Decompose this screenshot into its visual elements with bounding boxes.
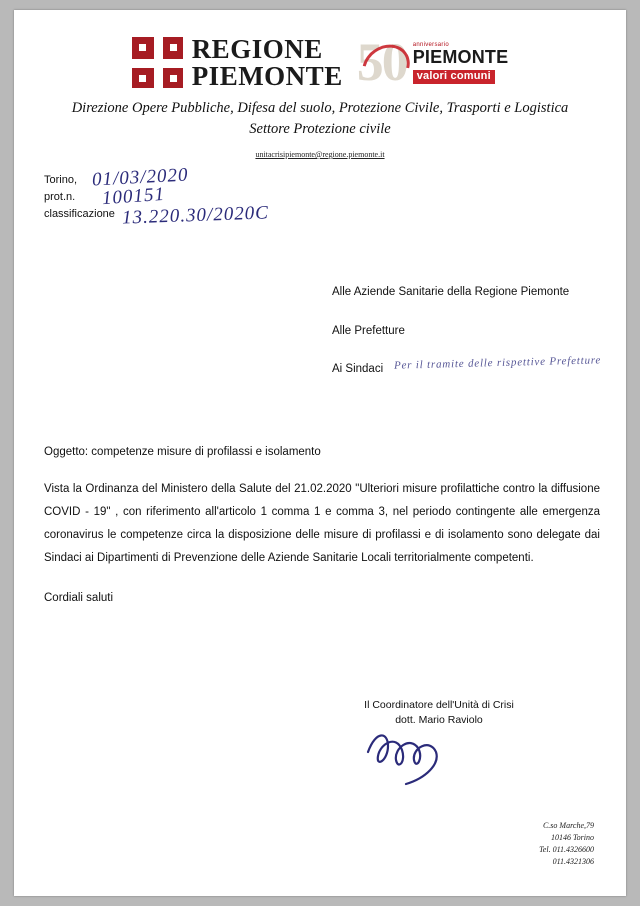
anniversary-big-label: PIEMONTE: [412, 47, 509, 68]
recipient-item: Alle Prefetture: [332, 324, 405, 337]
letterhead-logos: [14, 32, 626, 94]
protocol-number-row: [44, 183, 166, 210]
anniversary-logo: [356, 32, 509, 93]
recipient-label: Ai Sindaci: [332, 363, 384, 376]
contact-email: unitacrisipiemonte@regione.piemonte.it: [255, 150, 385, 159]
body-text: Vista la Ordinanza del Ministero della Salute del 21.02.2020 "Ulteriori misure profilattiche contro la diffusione COVID - 19" , con riferimento all'articolo 1 comma 1 e comma 3, nel periodo contingente alle emergenza coronavirus le competenze circa la disposizione delle misure di profilassi e di isolamento sono delegate dai Sindaci ai Dipartimenti di Prevenzione delle Aziende Sanitarie Locali territorialmente competenti.: [44, 483, 600, 564]
logo-line-1: REGIONE: [191, 34, 323, 64]
protocol-number-handwritten: 100151: [101, 183, 166, 210]
recipients-block: [332, 284, 602, 378]
logo-line-2: PIEMONTE: [191, 61, 343, 91]
department-line-2: Settore Protezione civile: [249, 121, 391, 138]
signature-name: dott. Mario Raviolo: [395, 713, 483, 726]
footer-line: C.so Marche,79: [542, 821, 594, 830]
regione-wordmark: [192, 36, 343, 90]
protocol-classification-handwritten: 13.220.30/2020C: [121, 202, 270, 229]
subject-line: Oggetto: competenze misure di profilassi e isolamento: [44, 446, 321, 458]
anniversary-bar-label: valori comuni: [413, 70, 495, 84]
footer-address: [539, 820, 594, 868]
signature-role: Il Coordinatore dell'Unità di Crisi: [364, 699, 514, 711]
anniversary-text-block: [413, 42, 509, 84]
regione-piemonte-cross-crest-icon: [132, 37, 184, 89]
protocol-classification-label: classificazione: [44, 208, 115, 221]
closing-line: Cordiali saluti: [44, 592, 114, 604]
department-line-1: Direzione Opere Pubbliche, Difesa del suolo, Protezione Civile, Trasporti e Logistica: [71, 100, 569, 116]
anniversary-swoosh-icon: [353, 36, 418, 99]
recipient-handwritten-note: Per il tramite delle rispettive Prefetture: [393, 354, 602, 373]
footer-line: 011.4321306: [552, 857, 594, 866]
footer-line: Tel. 011.4326600: [539, 845, 594, 854]
protocol-city-label: Torino,: [44, 174, 78, 186]
recipient-item: Alle Aziende Sanitarie della Regione Piemonte: [332, 286, 570, 298]
protocol-date-handwritten: 01/03/2020: [91, 164, 190, 191]
anniversary-number: 50: [357, 40, 407, 86]
footer-line: 10146 Torino: [550, 833, 594, 842]
regione-piemonte-logo: [132, 36, 343, 90]
signature-block: [314, 698, 564, 727]
handwritten-signature-icon: [362, 726, 472, 786]
protocol-block: [44, 164, 270, 229]
department-title: [14, 98, 626, 140]
recipient-item: [332, 354, 602, 378]
protocol-number-label: prot.n.: [44, 191, 76, 204]
document-page: [14, 10, 626, 896]
anniversary-tiny-label: anniversario: [412, 42, 449, 48]
